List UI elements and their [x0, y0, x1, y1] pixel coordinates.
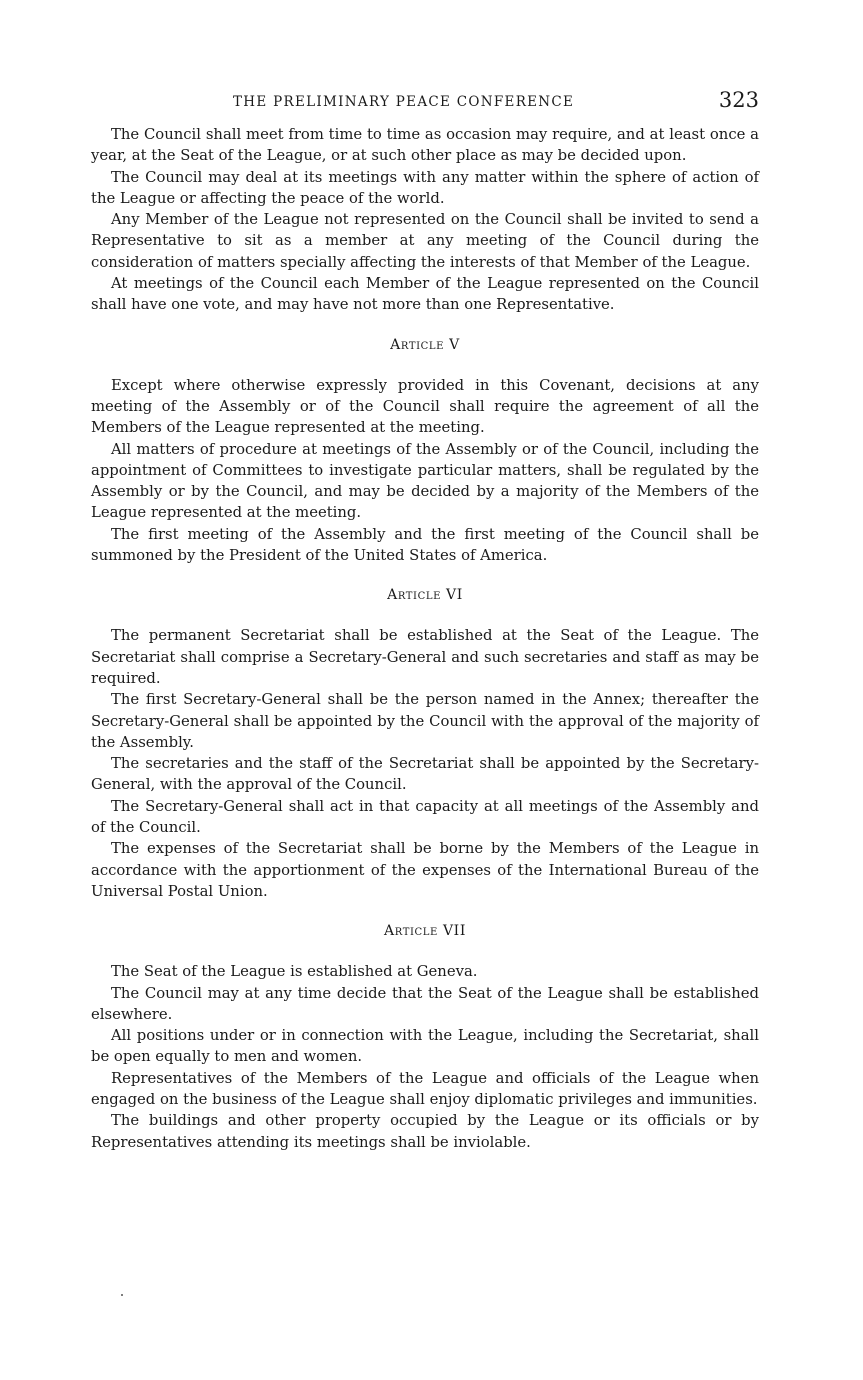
- document-page: [91, 88, 759, 1153]
- page-number: 323: [718, 88, 759, 112]
- article-v-section: [91, 337, 759, 567]
- paragraph: The secretaries and the staff of the Secretariat shall be appointed by the Secretary-General, with the approval of the Council.: [91, 755, 759, 794]
- paragraph: All matters of procedure at meetings of the Assembly or of the Council, including the appointment of Committees to investigate particular matters, shall be regulated by the Assembly or by the Council, and may be decided by a majority of the Members of the League represented at the meeting.: [91, 440, 759, 522]
- paragraph: At meetings of the Council each Member of the League represented on the Council shall have one vote, and may have not more than one Representative.: [91, 275, 759, 314]
- paragraph: The buildings and other property occupied by the League or its officials or by Representatives attending its meetings shall be inviolable.: [91, 1112, 759, 1151]
- running-head: [91, 88, 759, 124]
- running-title: THE PRELIMINARY PEACE CONFERENCE: [233, 94, 575, 110]
- intro-section: [91, 124, 759, 316]
- paragraph: Representatives of the Members of the League and officials of the League when engaged on the business of the League shall enjoy diplomatic privileges and immunities.: [91, 1069, 759, 1108]
- article-heading: Article VII: [384, 923, 466, 940]
- paragraph: Any Member of the League not represented on the Council shall be invited to send a Representative to sit as a member at any meeting of the Council during the consideration of matters specially affecting the interests of that Member of the League.: [91, 211, 759, 271]
- paragraph: The first Secretary-General shall be the person named in the Annex; thereafter the Secretary-General shall be appointed by the Council with the approval of the majority of the Assembly.: [91, 691, 759, 751]
- paragraph: The Council may deal at its meetings with any matter within the sphere of action of the League or affecting the peace of the world.: [91, 168, 759, 207]
- paragraph: The first meeting of the Assembly and the first meeting of the Council shall be summoned by the President of the United States of America.: [91, 525, 759, 565]
- paragraph: The Seat of the League is established at Geneva.: [111, 963, 478, 981]
- paragraph: The Secretary-General shall act in that capacity at all meetings of the Assembly and of the Council.: [91, 797, 759, 837]
- paragraph: Except where otherwise expressly provided in this Covenant, decisions at any meeting of the Assembly or of the Council shall require the agreement of all the Members of the League represented at the meeting.: [91, 376, 759, 437]
- article-heading: Article VI: [387, 587, 463, 604]
- article-heading: Article V: [390, 336, 460, 353]
- paragraph: The Council may at any time decide that the Seat of the League shall be established elsewhere.: [91, 984, 759, 1023]
- paragraph: The Council shall meet from time to time as occasion may require, and at least once a year, at the Seat of the League, or at such other place as may be decided upon.: [91, 126, 759, 165]
- paragraph: The expenses of the Secretariat shall be borne by the Members of the League in accordance with the apportionment of the expenses of the International Bureau of the Universal Postal Union.: [91, 840, 759, 900]
- scan-speck: [121, 1294, 123, 1296]
- article-vi-section: [91, 587, 759, 902]
- paragraph: All positions under or in connection with the League, including the Secretariat, shall be open equally to men and women.: [91, 1027, 759, 1066]
- paragraph: The permanent Secretariat shall be established at the Seat of the League. The Secretariat shall comprise a Secretary-General and such secretaries and staff as may be required.: [91, 627, 759, 687]
- article-vii-section: [91, 923, 759, 1153]
